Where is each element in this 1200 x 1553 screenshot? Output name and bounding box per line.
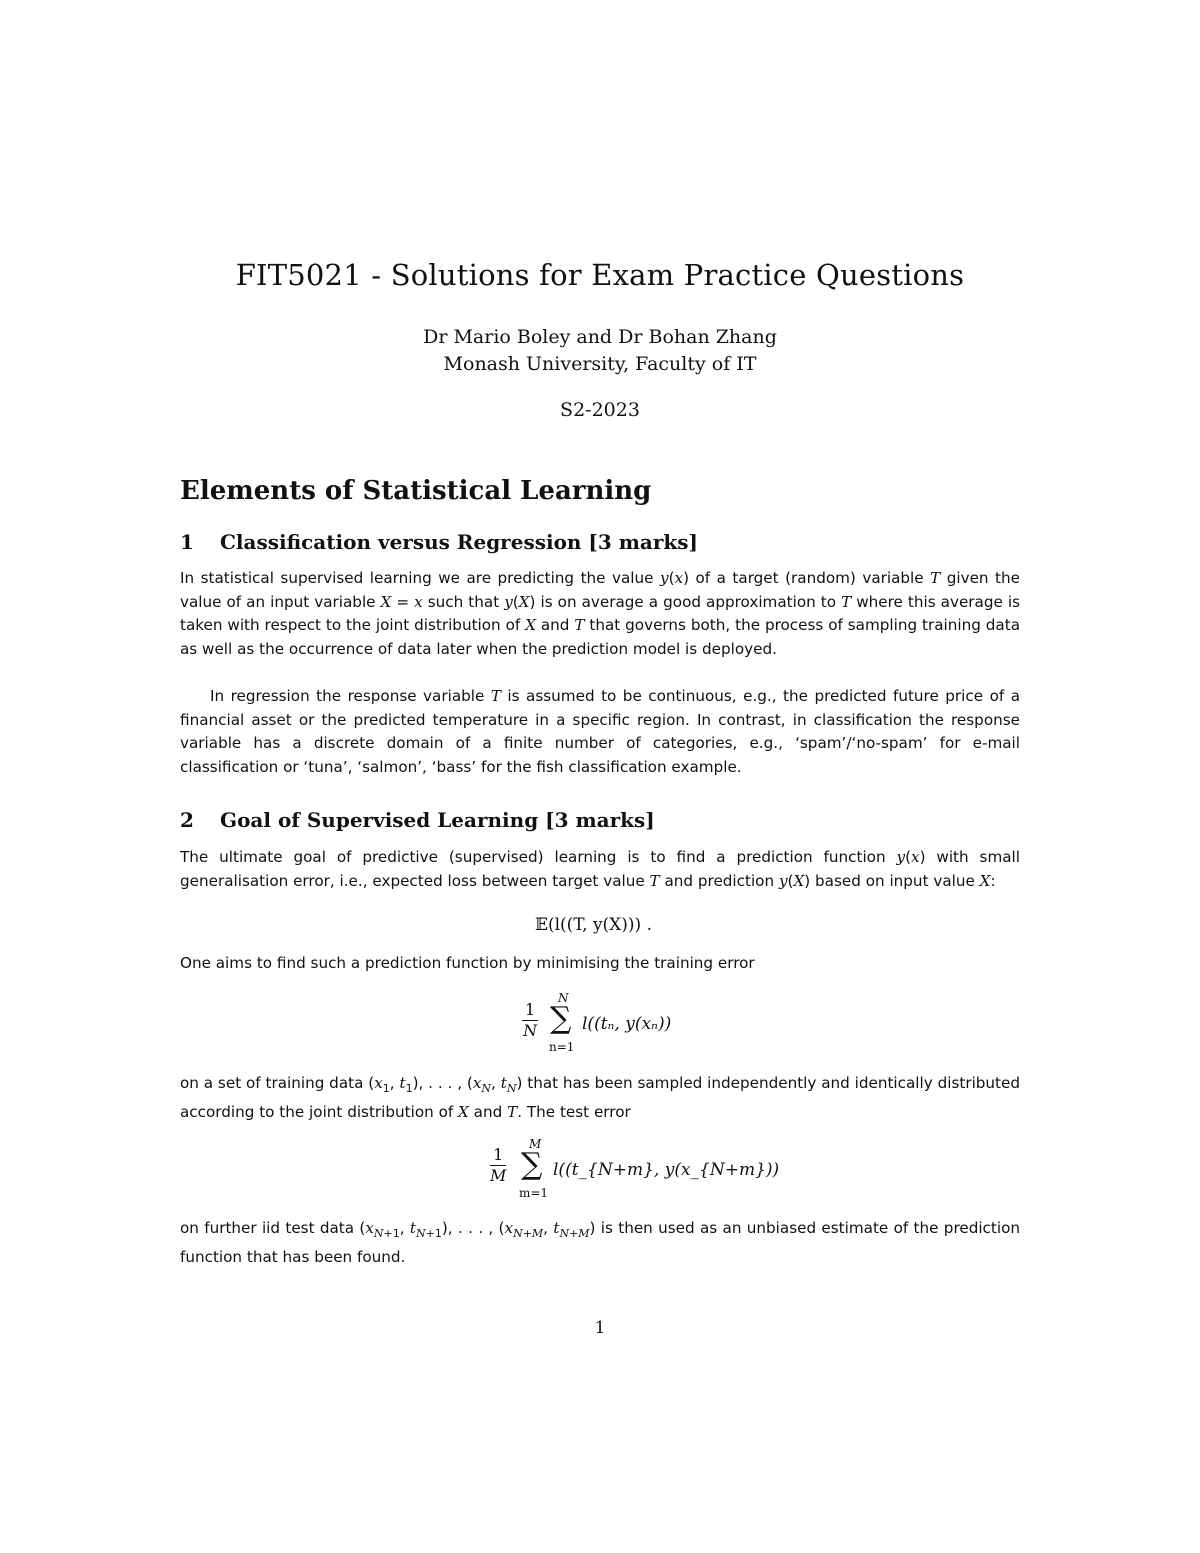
test-fraction-denominator: M [490,1166,507,1185]
training-fraction-denominator: N [523,1021,538,1040]
affiliation: Monash University, Faculty of IT [443,353,757,375]
date: S2-2023 [560,399,640,421]
part-heading: Elements of Statistical Learning [180,476,652,506]
section-1-paragraph-1: In statistical supervised learning we are predicting the value y(x) of a target (random) variable T given the value of an input variable X = x such that y(X) is on average a good approximation to T where this average is taken with respect to the joint distribution of X and T that governs both, the process of sampling training data as well as the occurrence of data later when the prediction model is deployed. [180,569,1020,658]
section-2-heading [180,808,655,832]
section-2-paragraph-4: on further iid test data ($x_{N+1}$, $t_{N+1}$), . . . , ($x_{N+M}$, $t_{N+M}$) is then used as an unbiased estimate of the prediction function that has been found. [180,1219,1020,1266]
section-1-heading [180,530,698,554]
section-2-number: 2 [180,808,194,832]
test-fraction [490,1145,506,1186]
document-title: FIT5021 - Solutions for Exam Practice Questions [235,258,965,292]
test-sum-sigma: ∑ [521,1147,543,1182]
section-2-paragraph-1: The ultimate goal of predictive (supervised) learning is to find a prediction function y(x) with small generalisation error, i.e., expected loss between target value T and prediction y(X) based on input value X: [180,848,1020,890]
section-1-number: 1 [180,530,194,554]
test-sum-upper: M [529,1137,542,1151]
expected-loss-equation: 𝔼(l((T, y(X))) . [535,915,652,935]
page-number: 1 [594,1318,606,1338]
training-sum-lower: n=1 [549,1040,575,1054]
training-fraction [522,1000,538,1041]
authors: Dr Mario Boley and Dr Bohan Zhang [423,326,777,348]
training-sum-body: l((tₙ, y(xₙ)) [582,1014,672,1034]
section-2-title: Goal of Supervised Learning [3 marks] [220,808,655,832]
section-2-paragraph-2: One aims to find such a prediction function by minimising the training error [180,954,755,972]
test-sum-lower: m=1 [519,1186,549,1200]
training-fraction-numerator: 1 [522,1000,538,1021]
section-2-paragraph-3: on a set of training data ($x_1$, $t_1$), . . . , ($x_N$, $t_N$) that has been sampled independently and identically distributed according to the joint distribution of X and T. The test error [180,1074,1020,1121]
training-sum-sigma: ∑ [550,1001,572,1036]
section-1-paragraph-2: In regression the response variable T is assumed to be continuous, e.g., the predicted future price of a financial asset or the predicted temperature in a specific region. In contrast, in classification the response variable has a discrete domain of a finite number of categories, e.g., ‘spam’/‘no-spam’ for e-mail classification or ‘tuna’, ‘salmon’, ‘bass’ for the fish classification example. [180,687,1020,776]
test-fraction-numerator: 1 [490,1145,506,1166]
training-sum-upper: N [558,991,569,1005]
test-sum-body: l((t_{N+m}, y(x_{N+m})) [553,1160,780,1180]
section-1-title: Classification versus Regression [3 marks] [220,530,698,554]
